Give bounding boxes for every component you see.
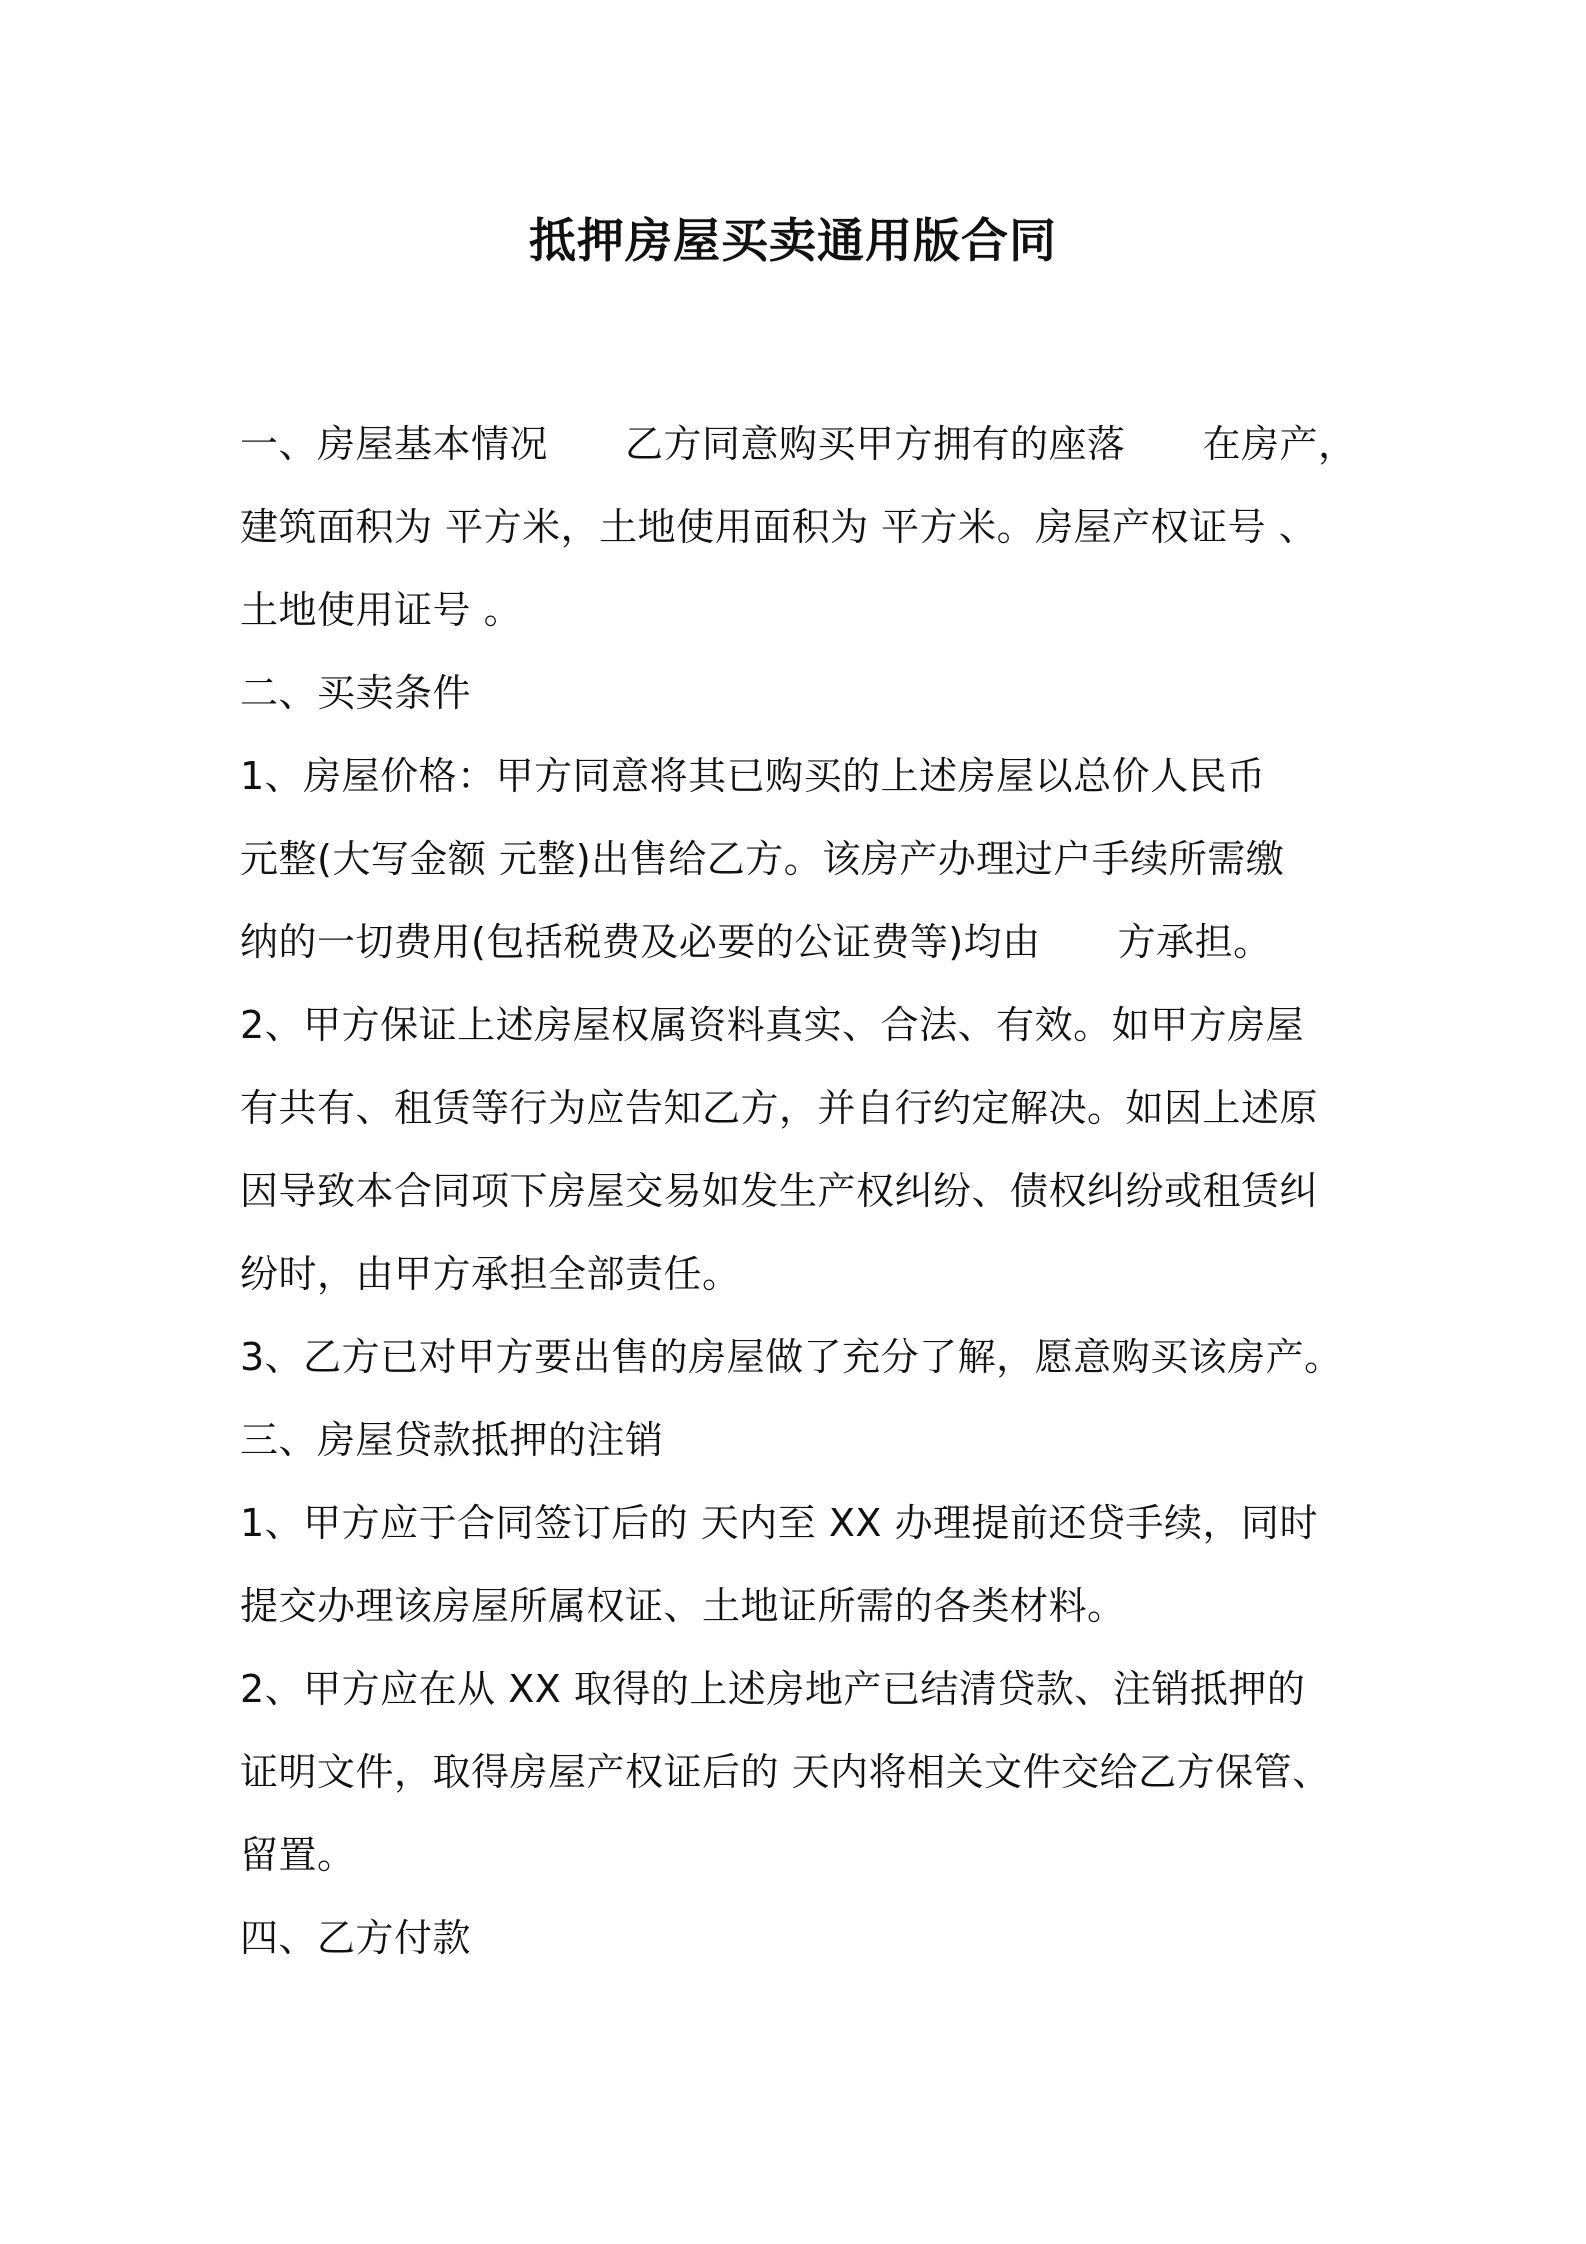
text-line: 一、房屋基本情况 乙方同意购买甲方拥有的座落 在房产， (240, 422, 1357, 466)
text-line: 1、房屋价格：甲方同意将其已购买的上述房屋以总价人民币 (240, 754, 1266, 798)
text-line: 1、甲方应于合同签订后的 天内至 XX 办理提前还贷手续，同时 (240, 1501, 1318, 1545)
text-line: 证明文件，取得房屋产权证后的 天内将相关文件交给乙方保管、 (240, 1750, 1331, 1794)
text-line: 建筑面积为 平方米，土地使用面积为 平方米。房屋产权证号 、 (240, 505, 1318, 549)
text-line: 提交办理该房屋所属权证、土地证所需的各类材料。 (240, 1584, 1126, 1628)
text-line: 元整(大写金额 元整)出售给乙方。该房产办理过户手续所需缴 (240, 837, 1285, 881)
page-title: 抵押房屋买卖通用版合同 (529, 214, 1057, 269)
text-line: 2、甲方应在从 XX 取得的上述房地产已结清贷款、注销抵押的 (240, 1667, 1306, 1711)
text-line: 留置。 (240, 1833, 356, 1877)
text-line: 3、乙方已对甲方要出售的房屋做了充分了解，愿意购买该房产。 (240, 1335, 1343, 1379)
section-heading: 二、买卖条件 (240, 671, 472, 715)
section-heading: 三、房屋贷款抵押的注销 (240, 1418, 664, 1462)
document-body (240, 403, 1370, 1980)
text-line: 有共有、租赁等行为应告知乙方，并自行约定解决。如因上述原 (240, 1086, 1319, 1130)
text-line: 纳的一切费用(包括税费及必要的公证费等)均由 方承担。 (240, 920, 1272, 964)
text-line: 2、甲方保证上述房屋权属资料真实、合法、有效。如甲方房屋 (240, 1003, 1305, 1047)
text-line: 土地使用证号 。 (240, 588, 523, 632)
text-line: 纷时，由甲方承担全部责任。 (240, 1252, 741, 1296)
section-heading: 四、乙方付款 (240, 1916, 472, 1960)
text-line: 因导致本合同项下房屋交易如发生产权纠纷、债权纠纷或租赁纠 (240, 1169, 1319, 1213)
